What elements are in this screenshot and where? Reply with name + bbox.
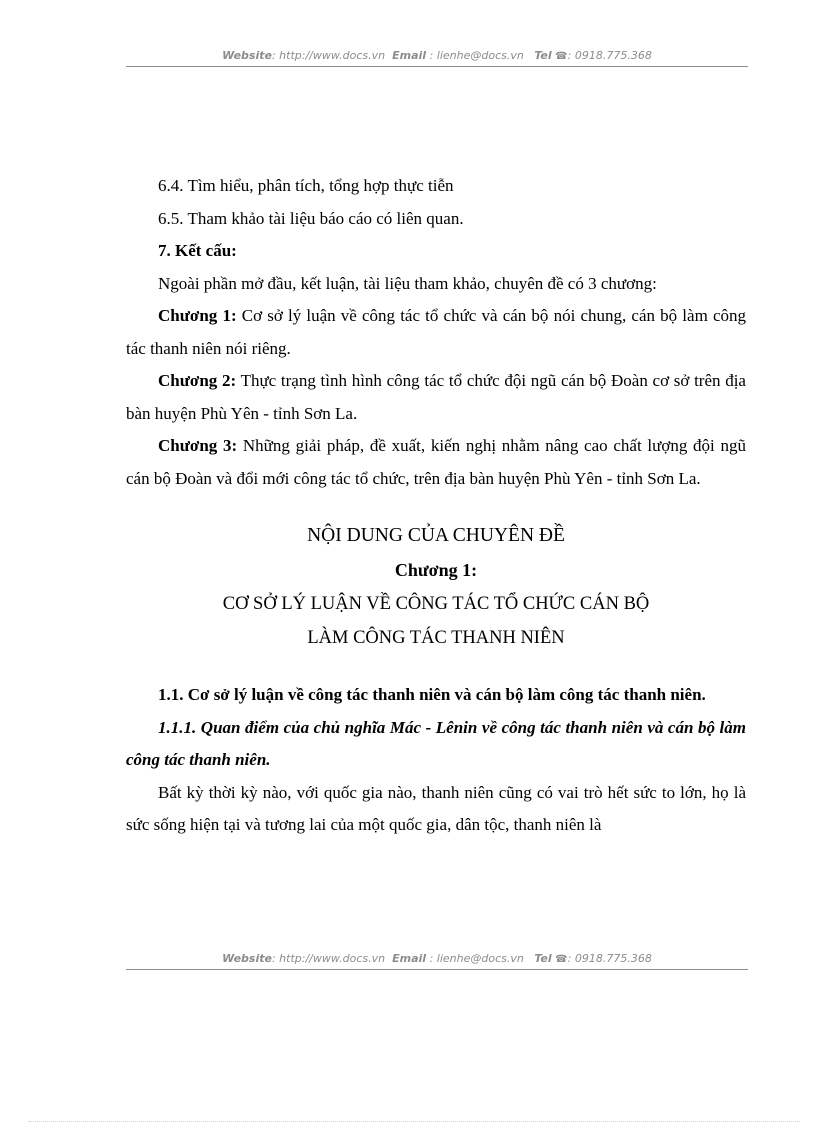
chapter3-summary <box>126 430 746 495</box>
heading-7: 7. Kết cấu: <box>158 241 237 260</box>
footer-tel-value: : 0918.775.368 <box>567 952 652 965</box>
footer-tel-label: Tel <box>534 952 552 965</box>
header-website-value: : http://www.docs.vn <box>271 49 386 62</box>
section-1-1-1: 1.1.1. Quan điểm của chủ nghĩa Mác - Lênin về công tác thanh niên và cán bộ làm công tác thanh niên. <box>126 717 746 769</box>
footer-divider <box>126 969 748 970</box>
chapter1-text: Cơ sở lý luận về công tác tổ chức và cán bộ nói chung, cán bộ làm công tác thanh niên nói riêng. <box>126 306 746 358</box>
header-tel-label: Tel <box>534 49 552 62</box>
page-bottom-divider <box>28 1121 800 1122</box>
chapter-title-line1: CƠ SỞ LÝ LUẬN VỀ CÔNG TÁC TỔ CHỨC CÁN BỘ <box>222 594 650 614</box>
chapter1-summary <box>126 300 746 365</box>
section-1-1: 1.1. Cơ sở lý luận về công tác thanh niên và cán bộ làm công tác thanh niên. <box>158 685 706 704</box>
page-header <box>126 49 748 62</box>
header-email-value: : lienhe@docs.vn <box>429 49 524 62</box>
chapter3-text: Những giải pháp, đề xuất, kiến nghị nhằm nâng cao chất lượng đội ngũ cán bộ Đoàn và đổi mới công tác tổ chức, trên địa bàn huyện Phù Yên - tỉnh Sơn La. <box>126 436 746 488</box>
document-body <box>126 170 746 842</box>
page-footer <box>126 952 748 965</box>
paragraph-last: Bất kỳ thời kỳ nào, với quốc gia nào, thanh niên cũng có vai trò hết sức to lớn, họ là sức sống hiện tại và tương lai của một quốc gia, dân tộc, thanh niên là <box>126 782 746 834</box>
chapter-title-line2: LÀM CÔNG TÁC THANH NIÊN <box>307 628 565 648</box>
header-tel-value: : 0918.775.368 <box>567 49 652 62</box>
chapter-heading: Chương 1: <box>394 560 478 580</box>
header-website-label: Website <box>222 49 272 62</box>
footer-website-value: : http://www.docs.vn <box>271 952 386 965</box>
footer-email-label: Email <box>392 952 427 965</box>
chapter3-label: Chương 3: <box>158 436 238 455</box>
chapter1-label: Chương 1: <box>158 306 237 325</box>
item-6-4: 6.4. Tìm hiểu, phân tích, tổng hợp thực tiễn <box>158 176 454 195</box>
phone-icon: ☎ <box>555 51 568 62</box>
phone-icon: ☎ <box>555 954 568 965</box>
chapter2-summary <box>126 365 746 430</box>
chapter2-text: Thực trạng tình hình công tác tổ chức đội ngũ cán bộ Đoàn cơ sở trên địa bàn huyện Phù Yên - tỉnh Sơn La. <box>126 371 746 423</box>
content-title: NỘI DUNG CỦA CHUYÊN ĐỀ <box>307 525 565 546</box>
header-divider <box>126 66 748 67</box>
header-email-label: Email <box>392 49 427 62</box>
footer-email-value: : lienhe@docs.vn <box>429 952 524 965</box>
chapter2-label: Chương 2: <box>158 371 237 390</box>
structure-intro: Ngoài phần mở đầu, kết luận, tài liệu tham khảo, chuyên đề có 3 chương: <box>158 273 657 293</box>
footer-website-label: Website <box>222 952 272 965</box>
item-6-5: 6.5. Tham khảo tài liệu báo cáo có liên quan. <box>158 208 464 228</box>
